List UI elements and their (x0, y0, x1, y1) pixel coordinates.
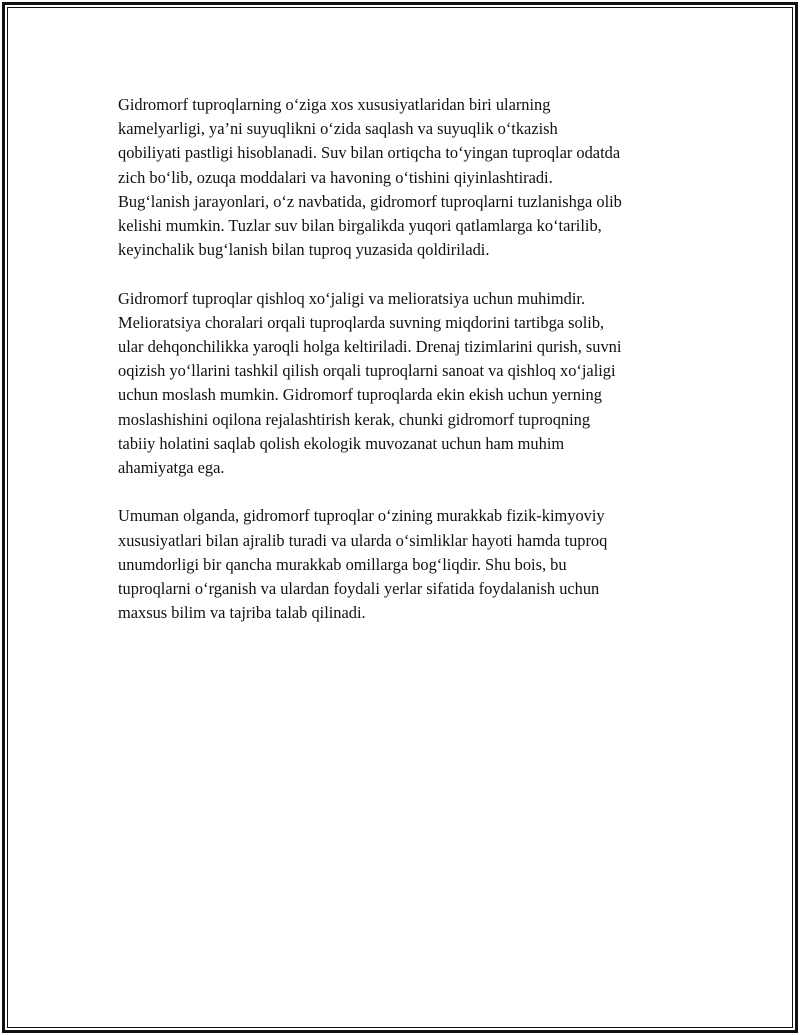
paragraph-3: Umuman olganda, gidromorf tuproqlar o‘zining murakkab fizik-kimyoviy xususiyatlari bilan ajralib turadi va ularda o‘simliklar hayoti hamda tuproq unumdorligi bir qancha murakkab omillarga bog‘liqdir. Shu bois, bu tuproqlarni o‘rganish va ulardan foydali yerlar sifatida foydalanish uchun maxsus bilim va tajriba talab qilinadi. (118, 506, 608, 623)
document-body (118, 93, 688, 650)
paragraph-2: Gidromorf tuproqlar qishloq xo‘jaligi va melioratsiya uchun muhimdir. Melioratsiya choralari orqali tuproqlarda suvning miqdorini tartibga solib, ular dehqonchilikka yaroqli holga keltiriladi. Drenaj tizimlarini qurish, suvni oqizish yo‘llarini tashkil qilish orqali tuproqlarni sanoat va qishloq xo‘jaligi uchun moslash mumkin. Gidromorf tuproqlarda ekin ekish uchun yerning moslashishini oqilona rejalashtirish kerak, chunki gidromorf tuproqning tabiiy holatini saqlab qolish ekologik muvozanat uchun ham muhim ahamiyatga ega. (118, 288, 622, 478)
paragraph-1: Gidromorf tuproqlarning o‘ziga xos xususiyatlaridan biri ularning kamelyarligi, ya’ni suyuqlikni o‘zida saqlash va suyuqlik o‘tkazish qobiliyati pastligi hisoblanadi. Suv bilan ortiqcha to‘yingan tuproqlar odatda zich bo‘lib, ozuqa moddalari va havoning o‘tishini qiyinlashtiradi. Bug‘lanish jarayonlari, o‘z navbatida, gidromorf tuproqlarni tuzlanishga olib kelishi mumkin. Tuzlar suv bilan birgalikda yuqori qatlamlarga ko‘tarilib, keyinchalik bug‘lanish bilan tuproq yuzasida qoldiriladi. (118, 95, 622, 260)
